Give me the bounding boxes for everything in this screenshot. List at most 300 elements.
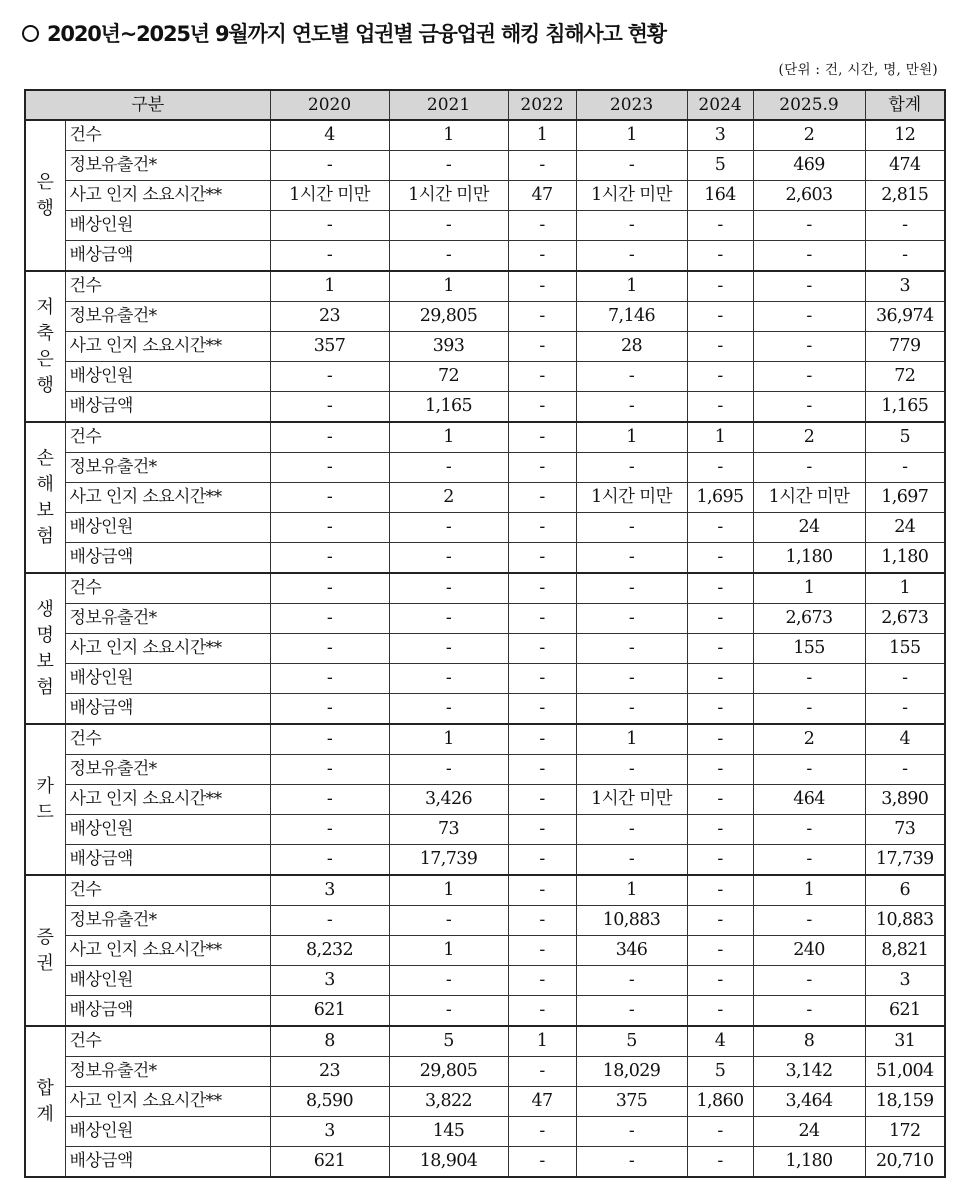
value-cell: - bbox=[389, 241, 508, 272]
table-row bbox=[25, 755, 945, 785]
value-cell: - bbox=[389, 996, 508, 1027]
value-cell: 1,165 bbox=[865, 392, 945, 423]
value-cell: 357 bbox=[270, 332, 389, 362]
value-cell: 1시간 미만 bbox=[576, 785, 687, 815]
header-cell: 2022 bbox=[508, 90, 576, 120]
value-cell: 7,146 bbox=[576, 302, 687, 332]
category-label: 생명보험 bbox=[36, 598, 54, 698]
value-cell: - bbox=[687, 573, 753, 604]
table-row bbox=[25, 634, 945, 664]
value-cell: - bbox=[687, 966, 753, 996]
value-cell: 3,890 bbox=[865, 785, 945, 815]
value-cell: 4 bbox=[687, 1026, 753, 1057]
category-cell bbox=[25, 271, 65, 422]
table-row bbox=[25, 271, 945, 302]
item-label-cell: 사고 인지 소요시간** bbox=[65, 1087, 270, 1117]
category-cell bbox=[25, 1026, 65, 1177]
value-cell: 4 bbox=[865, 724, 945, 755]
value-cell: - bbox=[389, 755, 508, 785]
value-cell: - bbox=[270, 422, 389, 453]
table-row bbox=[25, 362, 945, 392]
value-cell: 73 bbox=[389, 815, 508, 845]
item-label-cell: 배상금액 bbox=[65, 996, 270, 1027]
value-cell: - bbox=[508, 604, 576, 634]
value-cell: - bbox=[508, 422, 576, 453]
value-cell: - bbox=[389, 906, 508, 936]
table-row bbox=[25, 1087, 945, 1117]
value-cell: - bbox=[753, 211, 865, 241]
unit-note: (단위 : 건, 시간, 명, 만원) bbox=[778, 62, 938, 78]
value-cell: - bbox=[508, 332, 576, 362]
value-cell: 1,180 bbox=[753, 1147, 865, 1178]
value-cell: - bbox=[576, 694, 687, 725]
value-cell: 155 bbox=[865, 634, 945, 664]
category-label: 카드 bbox=[36, 775, 54, 823]
table-row bbox=[25, 906, 945, 936]
category-cell bbox=[25, 875, 65, 1026]
value-cell: 24 bbox=[753, 1117, 865, 1147]
value-cell: - bbox=[687, 362, 753, 392]
table-row bbox=[25, 392, 945, 423]
value-cell: 1 bbox=[389, 271, 508, 302]
value-cell: - bbox=[753, 362, 865, 392]
value-cell: 164 bbox=[687, 181, 753, 211]
value-cell: - bbox=[270, 845, 389, 876]
table-row bbox=[25, 845, 945, 876]
value-cell: - bbox=[389, 151, 508, 181]
item-label-cell: 배상금액 bbox=[65, 543, 270, 574]
value-cell: 1 bbox=[270, 271, 389, 302]
value-cell: 1,697 bbox=[865, 483, 945, 513]
table-row bbox=[25, 302, 945, 332]
category-label: 은행 bbox=[36, 171, 54, 219]
table-row bbox=[25, 1057, 945, 1087]
value-cell: 3,142 bbox=[753, 1057, 865, 1087]
value-cell: - bbox=[753, 664, 865, 694]
value-cell: 8 bbox=[270, 1026, 389, 1057]
value-cell: 20,710 bbox=[865, 1147, 945, 1178]
value-cell: - bbox=[687, 906, 753, 936]
value-cell: - bbox=[576, 996, 687, 1027]
value-cell: 5 bbox=[687, 1057, 753, 1087]
value-cell: 1 bbox=[389, 422, 508, 453]
value-cell: 3 bbox=[865, 966, 945, 996]
value-cell: 155 bbox=[753, 634, 865, 664]
value-cell: - bbox=[389, 573, 508, 604]
value-cell: - bbox=[508, 875, 576, 906]
value-cell: - bbox=[270, 634, 389, 664]
value-cell: - bbox=[508, 815, 576, 845]
item-label-cell: 배상인원 bbox=[65, 513, 270, 543]
value-cell: - bbox=[508, 1117, 576, 1147]
value-cell: - bbox=[270, 785, 389, 815]
value-cell: - bbox=[753, 332, 865, 362]
value-cell: 1,180 bbox=[865, 543, 945, 574]
value-cell: - bbox=[270, 483, 389, 513]
item-label-cell: 배상금액 bbox=[65, 392, 270, 423]
category-cell bbox=[25, 120, 65, 271]
table-row bbox=[25, 966, 945, 996]
table-row bbox=[25, 483, 945, 513]
value-cell: 346 bbox=[576, 936, 687, 966]
value-cell: 3,464 bbox=[753, 1087, 865, 1117]
value-cell: - bbox=[270, 755, 389, 785]
value-cell: - bbox=[576, 362, 687, 392]
value-cell: 1시간 미만 bbox=[753, 483, 865, 513]
value-cell: 1 bbox=[389, 724, 508, 755]
value-cell: - bbox=[687, 845, 753, 876]
header-cell: 2021 bbox=[389, 90, 508, 120]
value-cell: - bbox=[576, 211, 687, 241]
value-cell: - bbox=[389, 543, 508, 574]
value-cell: - bbox=[389, 694, 508, 725]
header-cell: 2024 bbox=[687, 90, 753, 120]
item-label-cell: 건수 bbox=[65, 875, 270, 906]
value-cell: 1 bbox=[576, 875, 687, 906]
value-cell: 393 bbox=[389, 332, 508, 362]
value-cell: - bbox=[270, 694, 389, 725]
value-cell: - bbox=[576, 634, 687, 664]
value-cell: 18,029 bbox=[576, 1057, 687, 1087]
value-cell: - bbox=[753, 453, 865, 483]
item-label-cell: 정보유출건* bbox=[65, 604, 270, 634]
value-cell: 18,159 bbox=[865, 1087, 945, 1117]
value-cell: - bbox=[508, 936, 576, 966]
value-cell: - bbox=[576, 573, 687, 604]
table-body bbox=[25, 120, 945, 1177]
circle-bullet-icon bbox=[22, 25, 39, 42]
value-cell: 1,860 bbox=[687, 1087, 753, 1117]
value-cell: 1시간 미만 bbox=[576, 483, 687, 513]
value-cell: 240 bbox=[753, 936, 865, 966]
value-cell: - bbox=[687, 634, 753, 664]
value-cell: - bbox=[576, 845, 687, 876]
value-cell: - bbox=[270, 573, 389, 604]
table-row bbox=[25, 120, 945, 151]
table-row bbox=[25, 996, 945, 1027]
value-cell: - bbox=[389, 513, 508, 543]
item-label-cell: 사고 인지 소요시간** bbox=[65, 634, 270, 664]
table-row bbox=[25, 241, 945, 272]
value-cell: 8,232 bbox=[270, 936, 389, 966]
value-cell: - bbox=[508, 211, 576, 241]
value-cell: 47 bbox=[508, 181, 576, 211]
value-cell: - bbox=[270, 724, 389, 755]
table-row bbox=[25, 422, 945, 453]
value-cell: - bbox=[865, 211, 945, 241]
item-label-cell: 건수 bbox=[65, 120, 270, 151]
value-cell: - bbox=[508, 573, 576, 604]
value-cell: - bbox=[865, 453, 945, 483]
table-row bbox=[25, 815, 945, 845]
value-cell: 24 bbox=[753, 513, 865, 543]
value-cell: 172 bbox=[865, 1117, 945, 1147]
value-cell: 72 bbox=[865, 362, 945, 392]
value-cell: 3 bbox=[270, 966, 389, 996]
value-cell: - bbox=[576, 151, 687, 181]
item-label-cell: 사고 인지 소요시간** bbox=[65, 181, 270, 211]
value-cell: 1 bbox=[576, 271, 687, 302]
value-cell: - bbox=[687, 755, 753, 785]
item-label-cell: 배상인원 bbox=[65, 1117, 270, 1147]
item-label-cell: 배상금액 bbox=[65, 241, 270, 272]
category-cell bbox=[25, 724, 65, 875]
value-cell: 5 bbox=[865, 422, 945, 453]
value-cell: - bbox=[508, 151, 576, 181]
table-row bbox=[25, 694, 945, 725]
value-cell: - bbox=[753, 755, 865, 785]
value-cell: - bbox=[576, 664, 687, 694]
value-cell: - bbox=[508, 271, 576, 302]
value-cell: 17,739 bbox=[389, 845, 508, 876]
value-cell: 474 bbox=[865, 151, 945, 181]
value-cell: 2 bbox=[753, 120, 865, 151]
item-label-cell: 정보유출건* bbox=[65, 151, 270, 181]
category-cell bbox=[25, 422, 65, 573]
value-cell: - bbox=[687, 1117, 753, 1147]
value-cell: 18,904 bbox=[389, 1147, 508, 1178]
value-cell: - bbox=[508, 694, 576, 725]
value-cell: - bbox=[389, 604, 508, 634]
table-row bbox=[25, 151, 945, 181]
value-cell: - bbox=[753, 392, 865, 423]
value-cell: 779 bbox=[865, 332, 945, 362]
value-cell: - bbox=[389, 664, 508, 694]
item-label-cell: 정보유출건* bbox=[65, 755, 270, 785]
value-cell: - bbox=[687, 513, 753, 543]
value-cell: - bbox=[508, 453, 576, 483]
value-cell: - bbox=[576, 1117, 687, 1147]
table-row bbox=[25, 664, 945, 694]
value-cell: 621 bbox=[270, 996, 389, 1027]
value-cell: - bbox=[576, 755, 687, 785]
value-cell: - bbox=[687, 936, 753, 966]
value-cell: 3 bbox=[270, 1117, 389, 1147]
value-cell: - bbox=[508, 302, 576, 332]
value-cell: - bbox=[865, 241, 945, 272]
item-label-cell: 사고 인지 소요시간** bbox=[65, 483, 270, 513]
category-label: 증권 bbox=[36, 926, 54, 974]
value-cell: - bbox=[865, 755, 945, 785]
value-cell: - bbox=[687, 453, 753, 483]
value-cell: - bbox=[508, 362, 576, 392]
table-row bbox=[25, 181, 945, 211]
category-label: 손해보험 bbox=[36, 447, 54, 547]
value-cell: 12 bbox=[865, 120, 945, 151]
value-cell: - bbox=[687, 392, 753, 423]
value-cell: - bbox=[270, 362, 389, 392]
value-cell: 1 bbox=[389, 936, 508, 966]
value-cell: - bbox=[687, 724, 753, 755]
value-cell: - bbox=[508, 845, 576, 876]
table-row bbox=[25, 604, 945, 634]
value-cell: - bbox=[508, 785, 576, 815]
value-cell: - bbox=[687, 604, 753, 634]
value-cell: - bbox=[270, 664, 389, 694]
value-cell: 1 bbox=[753, 875, 865, 906]
value-cell: - bbox=[270, 604, 389, 634]
value-cell: - bbox=[576, 241, 687, 272]
value-cell: - bbox=[270, 392, 389, 423]
value-cell: 375 bbox=[576, 1087, 687, 1117]
value-cell: - bbox=[270, 453, 389, 483]
value-cell: - bbox=[576, 604, 687, 634]
value-cell: - bbox=[687, 1147, 753, 1178]
value-cell: - bbox=[753, 906, 865, 936]
value-cell: - bbox=[508, 483, 576, 513]
value-cell: - bbox=[270, 543, 389, 574]
item-label-cell: 배상인원 bbox=[65, 211, 270, 241]
value-cell: 2 bbox=[389, 483, 508, 513]
value-cell: - bbox=[753, 694, 865, 725]
value-cell: - bbox=[753, 271, 865, 302]
value-cell: 1 bbox=[508, 1026, 576, 1057]
item-label-cell: 건수 bbox=[65, 271, 270, 302]
value-cell: - bbox=[508, 724, 576, 755]
value-cell: - bbox=[687, 875, 753, 906]
value-cell: 3,822 bbox=[389, 1087, 508, 1117]
value-cell: 8,590 bbox=[270, 1087, 389, 1117]
value-cell: - bbox=[753, 241, 865, 272]
value-cell: - bbox=[270, 513, 389, 543]
table-row bbox=[25, 1117, 945, 1147]
item-label-cell: 정보유출건* bbox=[65, 1057, 270, 1087]
value-cell: 1 bbox=[753, 573, 865, 604]
value-cell: - bbox=[687, 815, 753, 845]
value-cell: - bbox=[508, 906, 576, 936]
header-cell: 구분 bbox=[25, 90, 270, 120]
value-cell: 2,815 bbox=[865, 181, 945, 211]
value-cell: - bbox=[687, 694, 753, 725]
table-row bbox=[25, 211, 945, 241]
value-cell: 469 bbox=[753, 151, 865, 181]
value-cell: - bbox=[508, 1147, 576, 1178]
value-cell: 1 bbox=[576, 422, 687, 453]
value-cell: 23 bbox=[270, 302, 389, 332]
value-cell: - bbox=[576, 513, 687, 543]
item-label-cell: 배상인원 bbox=[65, 815, 270, 845]
value-cell: 1 bbox=[389, 875, 508, 906]
value-cell: 8,821 bbox=[865, 936, 945, 966]
item-label-cell: 배상금액 bbox=[65, 845, 270, 876]
value-cell: 2,673 bbox=[753, 604, 865, 634]
value-cell: - bbox=[687, 785, 753, 815]
table-row bbox=[25, 785, 945, 815]
value-cell: 8 bbox=[753, 1026, 865, 1057]
value-cell: - bbox=[576, 543, 687, 574]
value-cell: 5 bbox=[576, 1026, 687, 1057]
value-cell: 2,673 bbox=[865, 604, 945, 634]
value-cell: - bbox=[270, 815, 389, 845]
item-label-cell: 배상금액 bbox=[65, 1147, 270, 1178]
table-row bbox=[25, 543, 945, 574]
item-label-cell: 사고 인지 소요시간** bbox=[65, 785, 270, 815]
table-row bbox=[25, 332, 945, 362]
value-cell: - bbox=[508, 996, 576, 1027]
value-cell: - bbox=[687, 332, 753, 362]
value-cell: - bbox=[508, 755, 576, 785]
value-cell: 28 bbox=[576, 332, 687, 362]
value-cell: 1 bbox=[576, 724, 687, 755]
value-cell: 5 bbox=[687, 151, 753, 181]
header-cell: 2020 bbox=[270, 90, 389, 120]
item-label-cell: 배상인원 bbox=[65, 362, 270, 392]
document-title bbox=[22, 14, 666, 52]
table-row bbox=[25, 936, 945, 966]
value-cell: 73 bbox=[865, 815, 945, 845]
value-cell: 1 bbox=[687, 422, 753, 453]
value-cell: 621 bbox=[865, 996, 945, 1027]
value-cell: - bbox=[508, 966, 576, 996]
value-cell: - bbox=[687, 211, 753, 241]
category-label: 합계 bbox=[36, 1077, 54, 1125]
header-cell: 2023 bbox=[576, 90, 687, 120]
value-cell: 145 bbox=[389, 1117, 508, 1147]
value-cell: - bbox=[270, 211, 389, 241]
table-row bbox=[25, 453, 945, 483]
table-row bbox=[25, 1147, 945, 1178]
value-cell: 1,165 bbox=[389, 392, 508, 423]
value-cell: - bbox=[576, 392, 687, 423]
value-cell: - bbox=[753, 966, 865, 996]
value-cell: - bbox=[270, 906, 389, 936]
value-cell: - bbox=[389, 966, 508, 996]
value-cell: - bbox=[389, 634, 508, 664]
value-cell: - bbox=[576, 1147, 687, 1178]
value-cell: 4 bbox=[270, 120, 389, 151]
table-row bbox=[25, 1026, 945, 1057]
value-cell: 10,883 bbox=[576, 906, 687, 936]
value-cell: - bbox=[687, 996, 753, 1027]
value-cell: - bbox=[687, 664, 753, 694]
value-cell: - bbox=[687, 302, 753, 332]
value-cell: 72 bbox=[389, 362, 508, 392]
value-cell: - bbox=[687, 543, 753, 574]
value-cell: 1시간 미만 bbox=[389, 181, 508, 211]
value-cell: 29,805 bbox=[389, 302, 508, 332]
value-cell: - bbox=[389, 453, 508, 483]
value-cell: - bbox=[753, 815, 865, 845]
value-cell: - bbox=[508, 634, 576, 664]
item-label-cell: 건수 bbox=[65, 724, 270, 755]
value-cell: 1시간 미만 bbox=[270, 181, 389, 211]
table-header-row bbox=[25, 90, 945, 120]
item-label-cell: 배상금액 bbox=[65, 694, 270, 725]
category-cell bbox=[25, 573, 65, 724]
header-cell: 2025.9 bbox=[753, 90, 865, 120]
item-label-cell: 정보유출건* bbox=[65, 302, 270, 332]
category-label: 저축은행 bbox=[36, 296, 54, 396]
item-label-cell: 정보유출건* bbox=[65, 453, 270, 483]
value-cell: 3,426 bbox=[389, 785, 508, 815]
value-cell: - bbox=[508, 241, 576, 272]
value-cell: - bbox=[508, 513, 576, 543]
value-cell: 23 bbox=[270, 1057, 389, 1087]
value-cell: - bbox=[576, 815, 687, 845]
value-cell: - bbox=[687, 241, 753, 272]
value-cell: - bbox=[753, 845, 865, 876]
value-cell: 1,180 bbox=[753, 543, 865, 574]
value-cell: 3 bbox=[687, 120, 753, 151]
value-cell: 29,805 bbox=[389, 1057, 508, 1087]
value-cell: - bbox=[753, 996, 865, 1027]
value-cell: - bbox=[576, 453, 687, 483]
value-cell: - bbox=[508, 664, 576, 694]
value-cell: - bbox=[270, 151, 389, 181]
value-cell: 1,695 bbox=[687, 483, 753, 513]
value-cell: 3 bbox=[270, 875, 389, 906]
value-cell: - bbox=[508, 1057, 576, 1087]
